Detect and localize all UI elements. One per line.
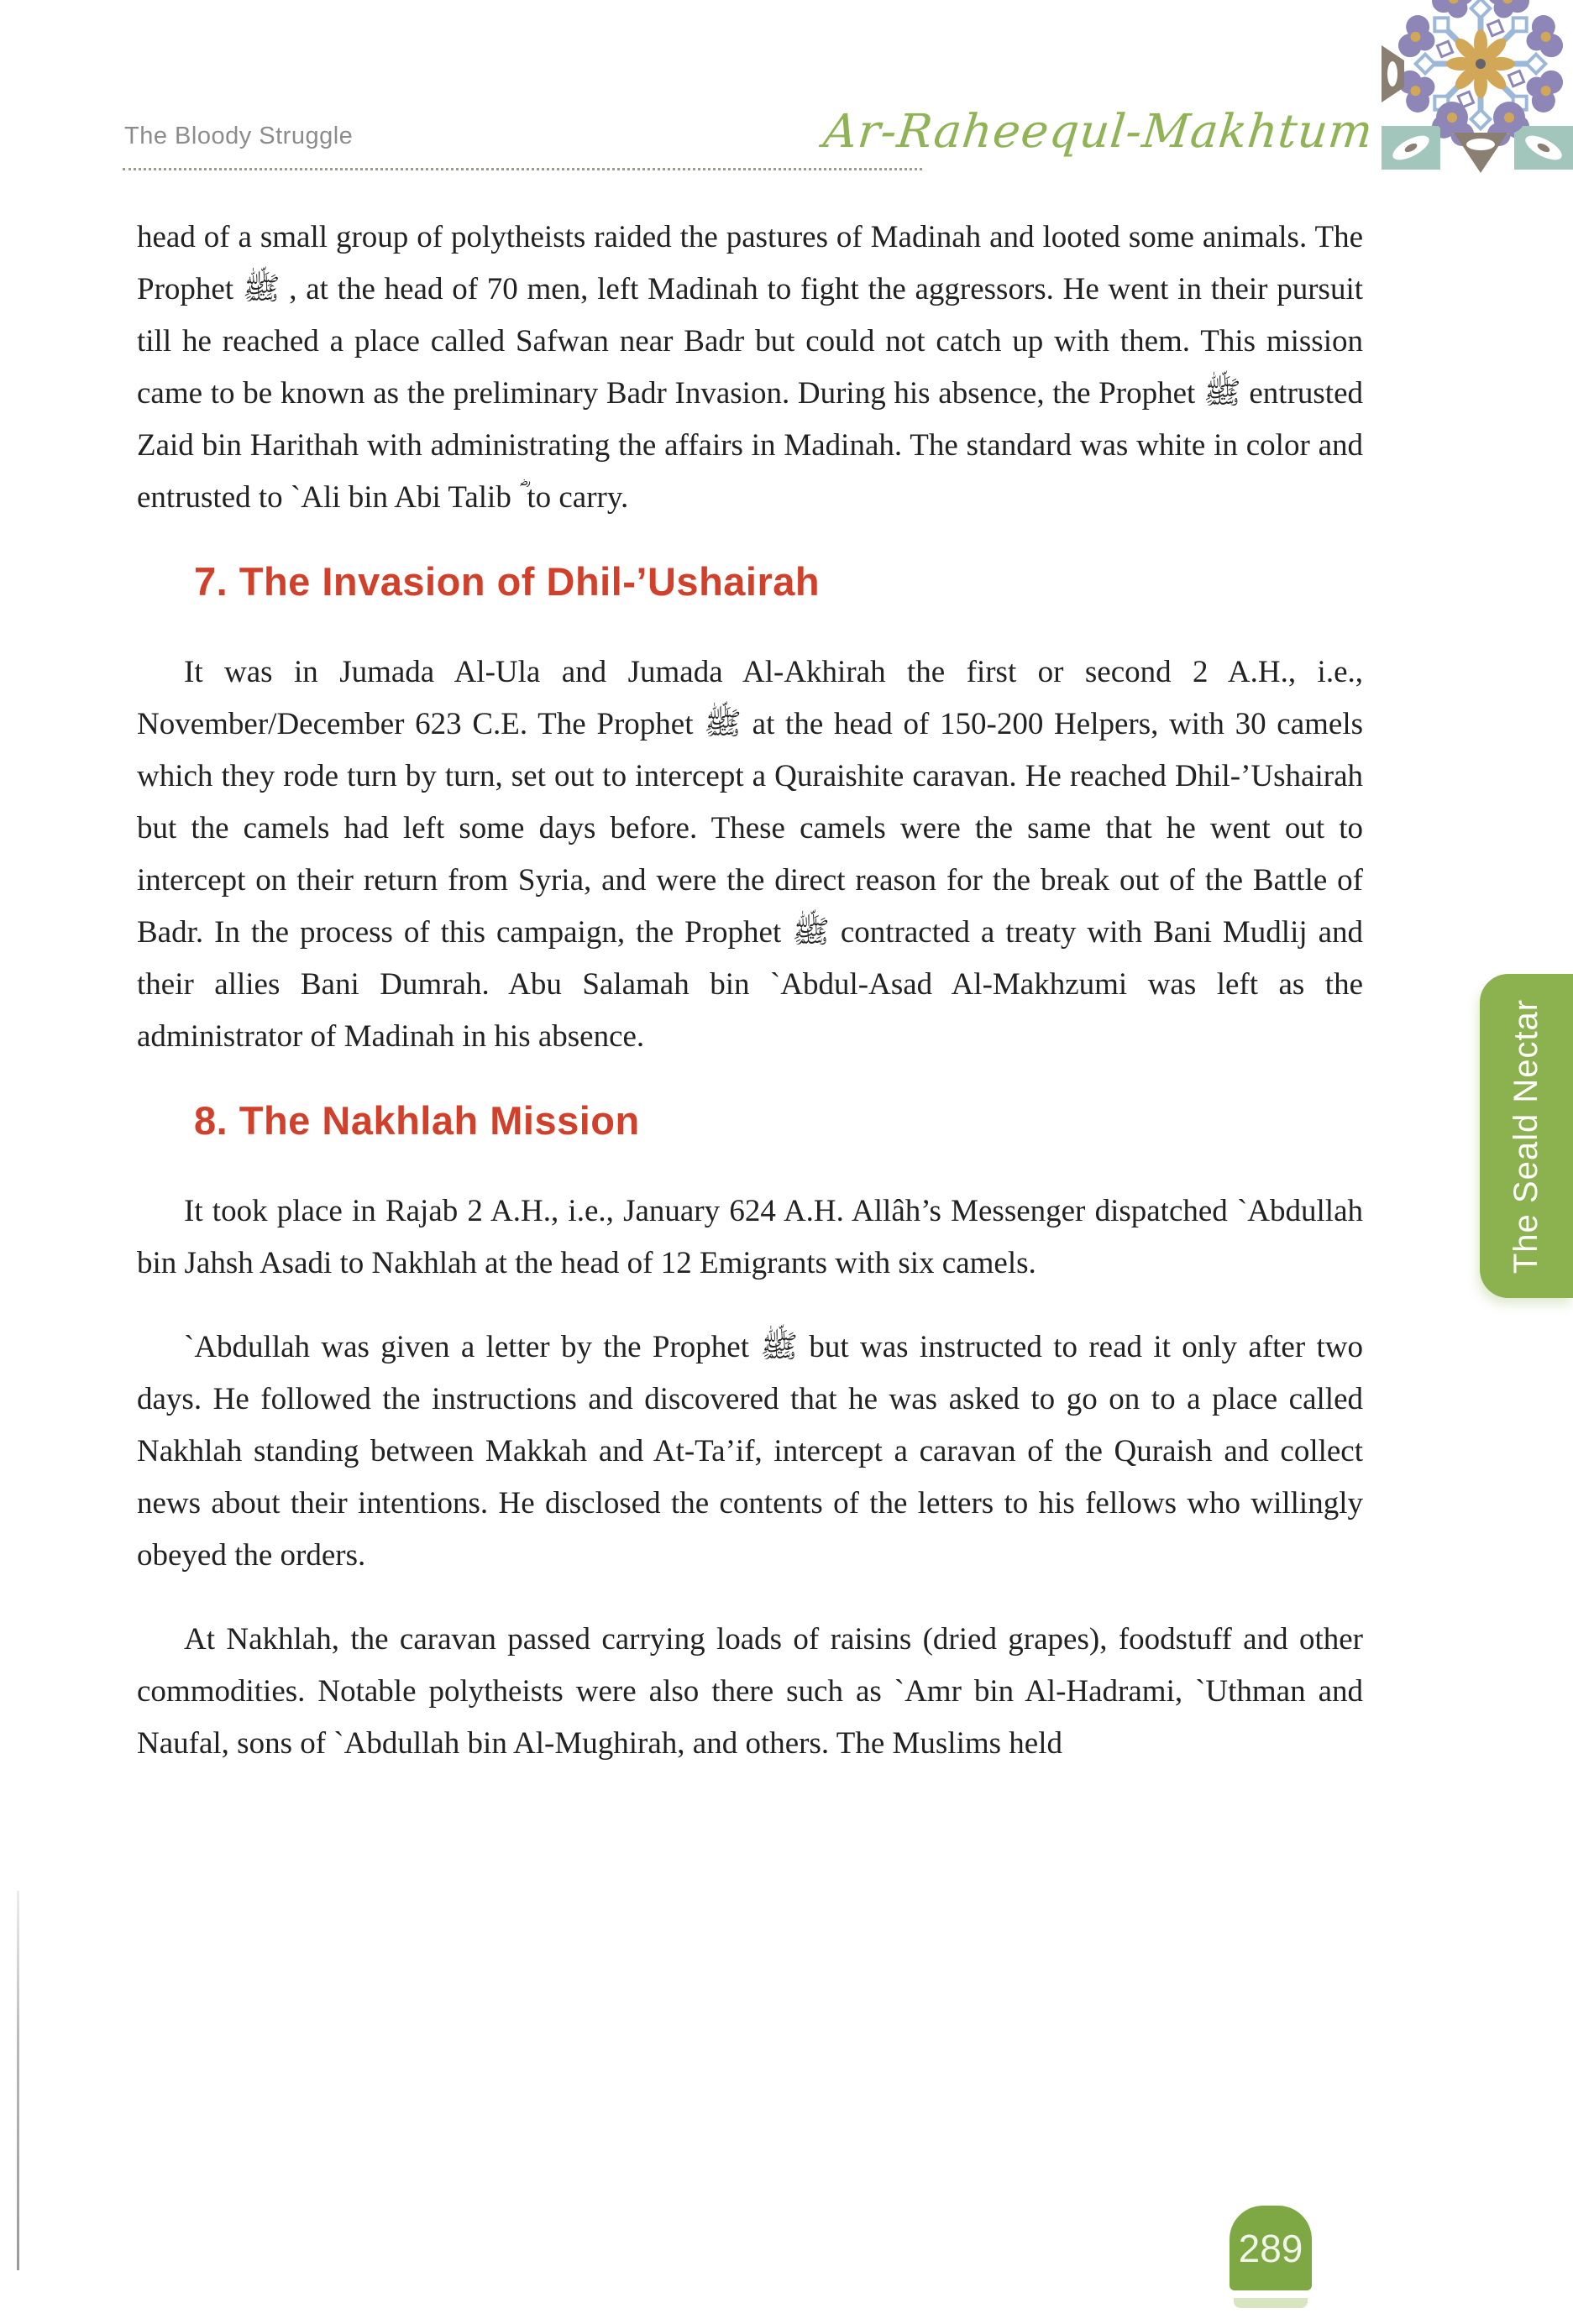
page-number-badge xyxy=(1230,2206,1312,2290)
section-heading-8: 8. The Nakhlah Mission xyxy=(194,1098,640,1143)
body-paragraph: It took place in Rajab 2 A.H., i.e., January 624 A.H. Allâh’s Messenger dispatched `Abdullah bin Jahsh Asadi to Nakhlah at the head of 12 Emigrants with six camels. xyxy=(137,1194,1363,1280)
page-edge-line xyxy=(17,1891,19,2270)
side-tab-label: The Seald Nectar xyxy=(1507,998,1544,1274)
islamic-floral-tile-ornament xyxy=(1382,0,1573,185)
page-body xyxy=(137,212,1363,1802)
side-tab xyxy=(1480,974,1573,1298)
page-number-reflection xyxy=(1234,2298,1308,2308)
book-title-script: Ar-Raheequl-Makhtum xyxy=(821,104,1376,158)
running-header-section-title: The Bloody Struggle xyxy=(124,123,354,149)
section-heading-7: 7. The Invasion of Dhil-’Ushairah xyxy=(194,559,821,604)
body-paragraph: At Nakhlah, the caravan passed carrying loads of raisins (dried grapes), foodstuff and other commodities. Notable polytheists were also there such as `Amr bin Al-Hadrami, `Uthman and Naufal, sons of `Abdullah bin Al-Mughirah, and others. The Muslims held xyxy=(137,1622,1363,1761)
body-paragraph: head of a small group of polytheists raided the pastures of Madinah and looted some animals. The Prophet ﷺ , at the head of 70 men, left Madinah to fight the aggressors. He went in their pursuit till he reached a place called Safwan near Badr but could not catch up with them. This mission came to be known as the preliminary Badr Invasion. During his absence, the Prophet ﷺ entrusted Zaid bin Harithah with administrating the affairs in Madinah. The standard was white in color and entrusted to `Ali bin Abi Talib ؓ to carry. xyxy=(137,220,1364,515)
body-paragraph: `Abdullah was given a letter by the Prophet ﷺ but was instructed to read it only after two days. He followed the instructions and discovered that he was asked to go on to a place called Nakhlah standing between Makkah and At-Ta’if, intercept a caravan of the Quraish and collect news about their intentions. He disclosed the contents of the letters to his fellows who willingly obeyed the orders. xyxy=(137,1330,1364,1573)
body-paragraph: It was in Jumada Al-Ula and Jumada Al-Akhirah the first or second 2 A.H., i.e., November/December 623 C.E. The Prophet ﷺ at the head of 150-200 Helpers, with 30 camels which they rode turn by turn, set out to intercept a Quraishite caravan. He reached Dhil-’Ushairah but the camels had left some days before. These camels were the same that he went out to intercept on their return from Syria, and were the direct reason for the break out of the Battle of Badr. In the process of this campaign, the Prophet ﷺ contracted a treaty with Bani Mudlij and their allies Bani Dumrah. Abu Salamah bin `Abdul-Asad Al-Makhzumi was left as the administrator of Madinah in his absence. xyxy=(137,655,1363,1054)
page-number: 289 xyxy=(1238,2226,1303,2270)
header-dotted-rule xyxy=(123,149,922,170)
